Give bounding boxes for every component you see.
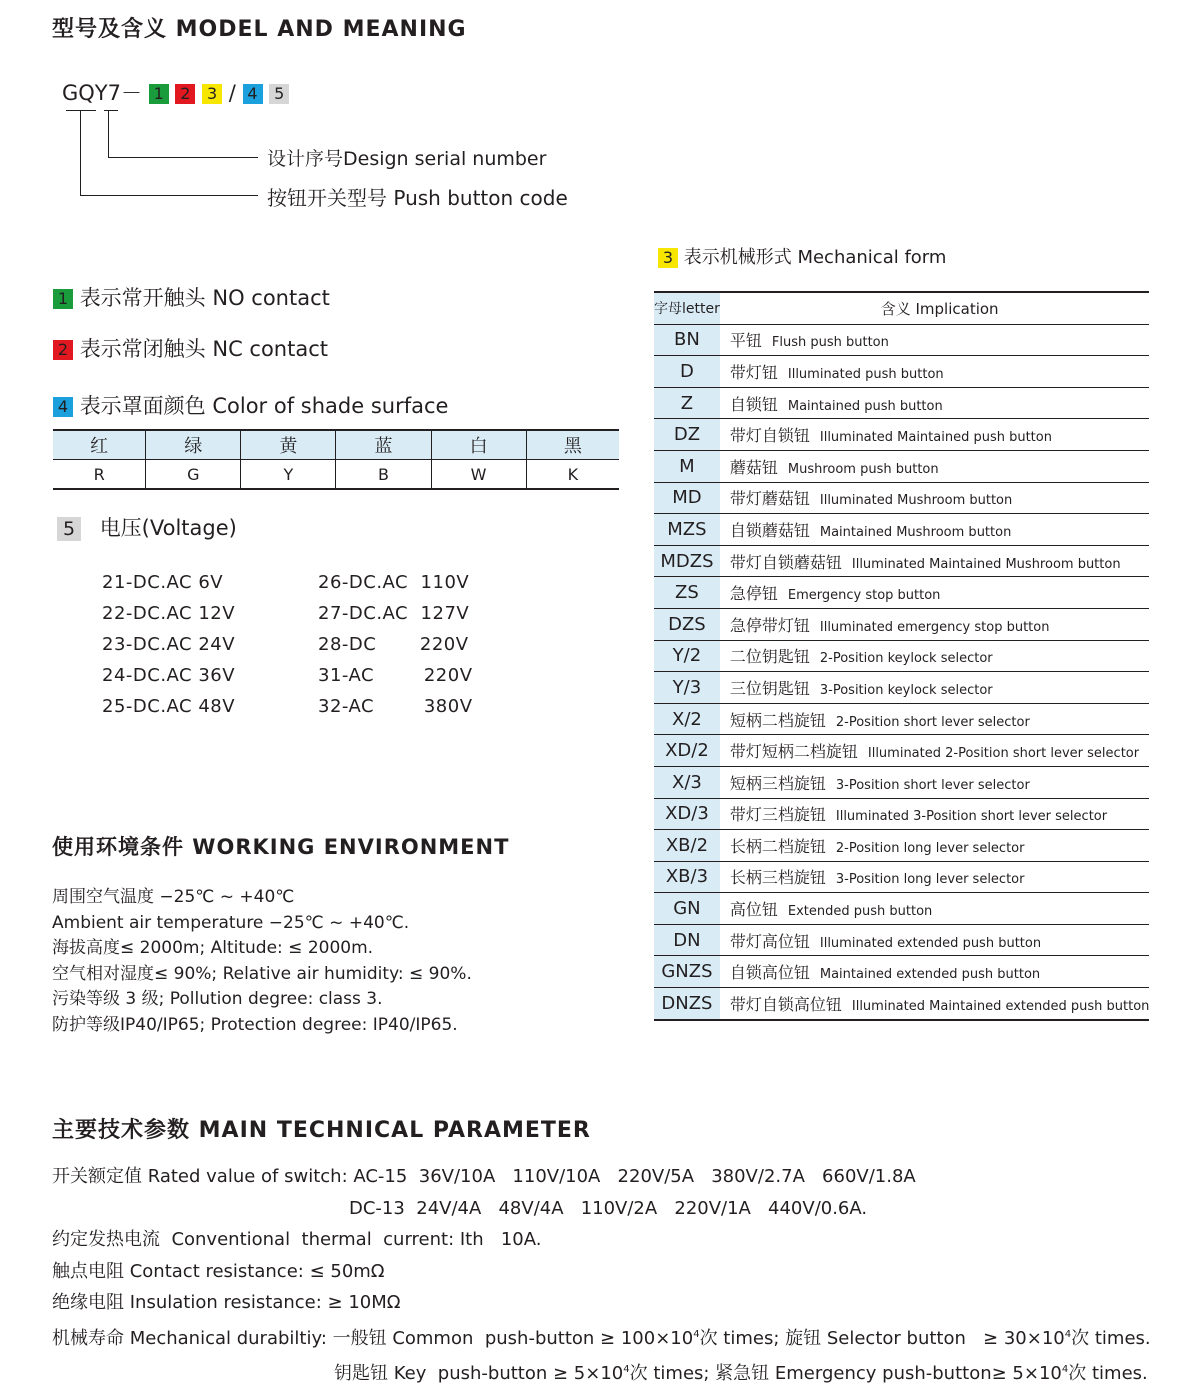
mech-code: GNZS <box>654 956 720 988</box>
mech-cn: 平钮 <box>729 331 762 351</box>
voltage-item: 25-DC.AC 48V <box>102 696 236 717</box>
mech-description <box>720 356 1150 388</box>
mech-description <box>720 577 1150 609</box>
legend-box-2: 2 <box>53 340 73 360</box>
color-header: 红 <box>53 430 146 460</box>
mech-cn: 带灯自锁钮 <box>729 426 810 446</box>
mech-cn: 高位钮 <box>729 900 778 920</box>
mech-en: Maintained Mushroom button <box>819 524 1012 540</box>
header-implication: 含义 Implication <box>720 292 1150 324</box>
color-header: 黑 <box>526 430 619 460</box>
voltage-row <box>102 691 473 722</box>
mech-en: Maintained extended push button <box>819 967 1041 983</box>
voltage-item: 22-DC.AC 12V <box>102 603 236 624</box>
mech-code: DN <box>654 924 720 956</box>
mech-description <box>720 419 1150 451</box>
legend-box-4: 4 <box>53 397 73 417</box>
technical-title: 主要技术参数 MAIN TECHNICAL PARAMETER <box>52 1118 591 1143</box>
mech-cn: 二位钥匙钮 <box>729 647 810 667</box>
mech-row <box>654 545 1149 577</box>
code-prefix: GQY7－ <box>62 81 142 105</box>
voltage-row <box>102 567 473 598</box>
box-5: 5 <box>269 84 289 104</box>
rated-value-dc-line: DC-13 24V/4A 48V/4A 110V/2A 220V/1A 440V/0.6A. <box>349 1197 868 1219</box>
voltage-heading <box>57 512 237 542</box>
environment-list <box>52 885 472 1038</box>
environment-line: 防护等级IP40/IP65; Protection degree: IP40/IP65. <box>52 1014 458 1035</box>
mech-cn: 带灯三档旋钮 <box>729 805 826 825</box>
mech-description <box>720 924 1150 956</box>
mech-row <box>654 514 1149 546</box>
mech-row <box>654 924 1149 956</box>
mech-row <box>654 893 1149 925</box>
mech-en: Illuminated emergency stop button <box>819 619 1050 635</box>
durability-selector: 次 times; 旋钮 Selector button ≥ 30×10 <box>699 1327 1065 1349</box>
environment-line: 空气相对湿度≤ 90%; Relative air humidity: ≤ 90%. <box>52 963 472 984</box>
mech-code: XD/3 <box>654 798 720 830</box>
mech-en: 3-Position short lever selector <box>835 777 1030 793</box>
bracket-line <box>80 195 258 196</box>
mech-row <box>654 798 1149 830</box>
mech-row <box>654 387 1149 419</box>
mech-en: 3-Position long lever selector <box>835 872 1025 888</box>
voltage-item: 24-DC.AC 36V <box>102 665 236 686</box>
mech-cn: 自锁蘑菇钮 <box>729 520 810 540</box>
mech-cn: 带灯自锁高位钮 <box>729 994 842 1014</box>
environment-title: 使用环境条件 WORKING ENVIRONMENT <box>52 835 510 859</box>
mech-code: GN <box>654 893 720 925</box>
mech-description <box>720 450 1150 482</box>
bracket-line <box>66 110 96 111</box>
legend-nc-text: 表示常闭触头 NC contact <box>79 337 328 361</box>
mech-code: XB/3 <box>654 861 720 893</box>
mech-cn: 急停带灯钮 <box>729 615 810 635</box>
mech-code: DNZS <box>654 988 720 1020</box>
mech-row <box>654 608 1149 640</box>
color-code: R <box>93 464 105 484</box>
legend-mech-text: 表示机械形式 Mechanical form <box>683 247 947 268</box>
model-code <box>62 77 289 107</box>
mechanical-durability-line <box>52 1319 1151 1355</box>
voltage-box-5: 5 <box>57 517 81 541</box>
mech-row <box>654 419 1149 451</box>
mech-cn: 带灯短柄二档旋钮 <box>729 742 858 762</box>
mech-row <box>654 672 1149 704</box>
color-code: G <box>146 460 241 490</box>
exponent: 4 <box>623 1364 630 1375</box>
mech-code: DZ <box>654 419 720 451</box>
mech-code: MD <box>654 482 720 514</box>
mech-code: Z <box>654 387 720 419</box>
exponent: 4 <box>1061 1364 1069 1375</box>
environment-line: 海拔高度≤ 2000m; Altitude: ≤ 2000m. <box>52 938 374 958</box>
mech-en: 3-Position keylock selector <box>819 682 993 698</box>
mech-en: Extended push button <box>787 904 933 920</box>
legend-mechanical-form <box>658 243 946 269</box>
mech-code: X/3 <box>654 766 720 798</box>
mech-row <box>654 703 1149 735</box>
mech-code: D <box>654 356 720 388</box>
voltage-item: 27-DC.AC 127V <box>318 603 470 624</box>
mech-en: Illuminated extended push button <box>819 935 1042 951</box>
legend-box-3: 3 <box>658 248 678 268</box>
mech-code: XD/2 <box>654 735 720 767</box>
push-button-code-label: 按钮开关型号 Push button code <box>267 186 568 210</box>
mech-description <box>720 387 1150 419</box>
voltage-row <box>102 598 473 629</box>
code-slash: / <box>228 81 236 105</box>
technical-list <box>52 1161 1151 1390</box>
legend-nc-contact <box>53 333 328 363</box>
mech-row <box>654 640 1149 672</box>
durability-common: 机械寿命 Mechanical durabiltiy: 一般钮 Common push-button ≥ 100×10 <box>52 1327 694 1349</box>
mech-code: X/2 <box>654 703 720 735</box>
header-letter: 字母letter <box>654 292 720 324</box>
mech-row <box>654 988 1149 1020</box>
box-2: 2 <box>175 84 195 104</box>
voltage-item: 21-DC.AC 6V <box>102 572 224 593</box>
mech-description <box>720 608 1150 640</box>
design-serial-label: 设计序号Design serial number <box>267 148 547 170</box>
mech-row <box>654 577 1149 609</box>
voltage-item: 26-DC.AC 110V <box>318 572 470 593</box>
bracket-line <box>104 110 118 111</box>
bracket-line <box>108 110 109 158</box>
durability-emergency: 次 times; 紧急钮 Emergency push-button≥ 5×10 <box>629 1363 1062 1384</box>
mech-en: Maintained push button <box>787 398 943 414</box>
color-code: W <box>431 460 526 490</box>
mech-cn: 短柄三档旋钮 <box>729 773 826 793</box>
mech-description <box>720 482 1150 514</box>
mech-description <box>720 640 1150 672</box>
mech-code: BN <box>654 324 720 356</box>
mech-row <box>654 861 1149 893</box>
mech-description <box>720 861 1150 893</box>
mech-cn: 长柄三档旋钮 <box>729 868 826 888</box>
bracket-line <box>108 157 258 158</box>
exponent: 4 <box>1064 1328 1072 1340</box>
legend-box-1: 1 <box>53 289 73 309</box>
durability-key: 钥匙钮 Key push-button ≥ 5×10 <box>334 1363 624 1384</box>
mech-description <box>720 324 1150 356</box>
durability-end: 次 times. <box>1068 1363 1148 1384</box>
mech-en: Illuminated 2-Position short lever selector <box>867 746 1140 762</box>
mech-en: Emergency stop button <box>787 588 941 604</box>
color-header: 黄 <box>241 430 336 460</box>
mech-description <box>720 672 1150 704</box>
mech-en: Illuminated 3-Position short lever selector <box>835 809 1108 825</box>
box-4: 4 <box>243 84 263 104</box>
mech-cn: 自锁高位钮 <box>729 963 810 983</box>
mech-description <box>720 830 1150 862</box>
mech-en: Illuminated Maintained extended push button <box>851 998 1150 1014</box>
environment-line: 污染等级 3 级; Pollution degree: class 3. <box>52 989 383 1009</box>
contact-resistance-line: 触点电阻 Contact resistance: ≤ 50mΩ <box>52 1260 385 1282</box>
mech-cn: 带灯钮 <box>729 362 778 382</box>
mech-row <box>654 830 1149 862</box>
mech-row <box>654 956 1149 988</box>
mech-cn: 自锁钮 <box>729 394 778 414</box>
legend-no-text: 表示常开触头 NO contact <box>79 286 330 310</box>
voltage-item: 28-DC 220V <box>318 634 469 655</box>
mech-en: Illuminated push button <box>787 366 944 382</box>
mech-description <box>720 893 1150 925</box>
mech-row <box>654 450 1149 482</box>
mech-description <box>720 766 1150 798</box>
mech-en: Illuminated Mushroom button <box>819 493 1013 509</box>
mech-code: ZS <box>654 577 720 609</box>
voltage-item: 23-DC.AC 24V <box>102 634 236 655</box>
mech-row <box>654 735 1149 767</box>
exponent: 4 <box>693 1328 700 1340</box>
durability-end: 次 times. <box>1071 1327 1151 1349</box>
color-code: B <box>336 460 431 490</box>
environment-line: Ambient air temperature −25℃ ~ +40℃. <box>52 912 410 933</box>
bracket-line <box>80 110 81 196</box>
mech-cn: 带灯自锁蘑菇钮 <box>729 552 842 572</box>
mech-description <box>720 956 1150 988</box>
color-code: Y <box>241 460 336 490</box>
mech-code: MZS <box>654 514 720 546</box>
mech-description <box>720 545 1150 577</box>
mech-cn: 蘑菇钮 <box>729 457 778 477</box>
voltage-row <box>102 660 473 691</box>
model-title: 型号及含义 MODEL AND MEANING <box>52 17 467 42</box>
voltage-list <box>102 567 473 722</box>
mech-row <box>654 324 1149 356</box>
mech-code: M <box>654 450 720 482</box>
rated-value-line: 开关额定值 Rated value of switch: AC-15 36V/10A 110V/10A 220V/5A 380V/2.7A 660V/1.8A <box>52 1166 916 1187</box>
voltage-item: 32-AC 380V <box>318 696 473 717</box>
voltage-title: 电压(Voltage) <box>99 516 237 540</box>
color-header: 白 <box>431 430 526 460</box>
mech-description <box>720 514 1150 546</box>
mech-description <box>720 735 1150 767</box>
mech-en: 2-Position keylock selector <box>819 651 993 667</box>
mech-cn: 三位钥匙钮 <box>729 678 810 698</box>
voltage-item: 31-AC 220V <box>318 665 473 686</box>
box-1: 1 <box>149 84 169 104</box>
legend-color-text: 表示罩面颜色 Color of shade surface <box>79 394 449 418</box>
mechanical-form-table <box>654 291 1149 1021</box>
mech-description <box>720 798 1150 830</box>
mech-en: Illuminated Maintained Mushroom button <box>851 556 1121 572</box>
mech-cn: 长柄二档旋钮 <box>729 836 826 856</box>
mech-cn: 短柄二档旋钮 <box>729 710 826 730</box>
environment-line: 周围空气温度 −25℃ ~ +40℃ <box>52 887 295 907</box>
mech-row <box>654 482 1149 514</box>
legend-shade-color <box>53 390 448 420</box>
mech-description <box>720 703 1150 735</box>
mech-code: Y/3 <box>654 672 720 704</box>
thermal-current-line: 约定发热电流 Conventional thermal current: Ith 10A. <box>52 1229 542 1250</box>
color-header: 绿 <box>146 430 241 460</box>
voltage-row <box>102 629 473 660</box>
mech-cn: 急停钮 <box>729 584 778 604</box>
mech-en: Mushroom push button <box>787 461 939 477</box>
legend-no-contact <box>53 282 330 312</box>
box-3: 3 <box>202 84 222 104</box>
color-table <box>53 429 619 490</box>
mech-en: 2-Position long lever selector <box>835 840 1025 856</box>
mech-en: Illuminated Maintained push button <box>819 430 1052 446</box>
mech-row <box>654 356 1149 388</box>
mech-en: 2-Position short lever selector <box>835 714 1030 730</box>
mech-row <box>654 766 1149 798</box>
mech-code: XB/2 <box>654 830 720 862</box>
insulation-resistance-line: 绝缘电阻 Insulation resistance: ≥ 10MΩ <box>52 1292 401 1313</box>
mech-en: Flush push button <box>771 335 889 351</box>
mech-description <box>720 988 1150 1020</box>
mech-cn: 带灯蘑菇钮 <box>729 489 810 509</box>
mech-code: Y/2 <box>654 640 720 672</box>
mech-cn: 带灯高位钮 <box>729 931 810 951</box>
mech-code: MDZS <box>654 545 720 577</box>
mechanical-durability-line-2 <box>52 1354 1151 1390</box>
color-code: K <box>526 460 619 490</box>
mech-code: DZS <box>654 608 720 640</box>
color-header: 蓝 <box>336 430 431 460</box>
